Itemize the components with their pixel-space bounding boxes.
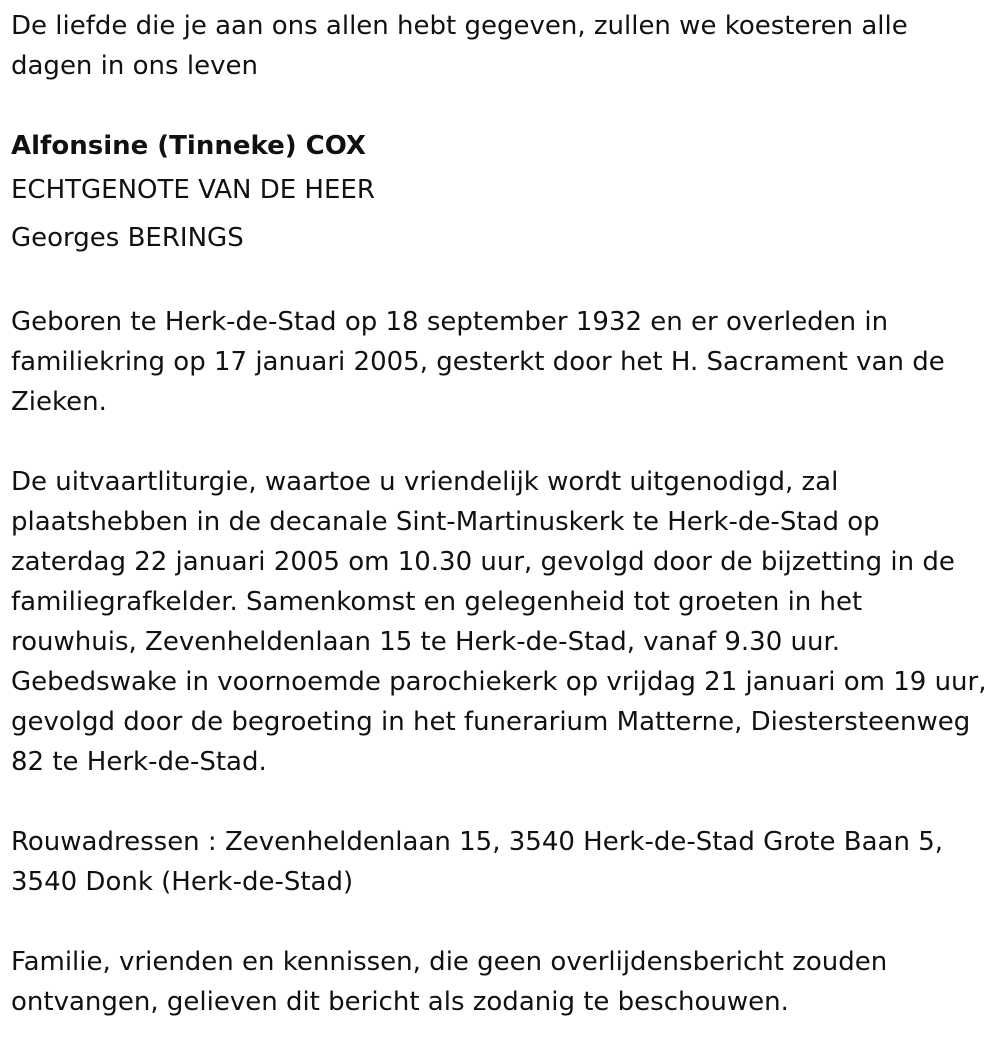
birth-death-paragraph: Geboren te Herk-de-Stad op 18 september 1932 en er overleden in familiekring op 17 januari 2005, gesterkt door het H. Sacrament van de Zieken. [11, 307, 945, 417]
spacer [11, 902, 989, 942]
deceased-name: Alfonsine (Tinneke) COX [11, 131, 366, 161]
opening-quote: De liefde die je aan ons allen hebt gegeven, zullen we koesteren alle dagen in ons leven [11, 11, 908, 81]
spouse-name: Georges BERINGS [11, 223, 244, 253]
spouse-title: ECHTGENOTE VAN DE HEER [11, 175, 375, 205]
spacer [11, 422, 989, 462]
closing-note: Familie, vrienden en kennissen, die geen overlijdensbericht zouden ontvangen, gelieven dit bericht als zodanig te beschouwen. [11, 947, 888, 1017]
mourning-addresses: Rouwadressen : Zevenheldenlaan 15, 3540 Herk-de-Stad Grote Baan 5, 3540 Donk (Herk-de-Stad) [11, 827, 944, 897]
spacer [11, 782, 989, 822]
spacer [11, 86, 989, 126]
funeral-details-paragraph: De uitvaartliturgie, waartoe u vriendelijk wordt uitgenodigd, zal plaatshebben in de decanale Sint-Martinuskerk te Herk-de-Stad op zaterdag 22 januari 2005 om 10.30 uur, gevolgd door de bijzetting in de familiegrafkelder. Samenkomst en gelegenheid tot groeten in het rouwhuis, Zevenheldenlaan 15 te Herk-de-Stad, vanaf 9.30 uur. Gebedswake in voornoemde parochiekerk op vrijdag 21 januari om 19 uur, gevolgd door de begroeting in het funerarium Matterne, Diestersteenweg 82 te Herk-de-Stad. [11, 467, 987, 777]
spacer [11, 262, 989, 302]
